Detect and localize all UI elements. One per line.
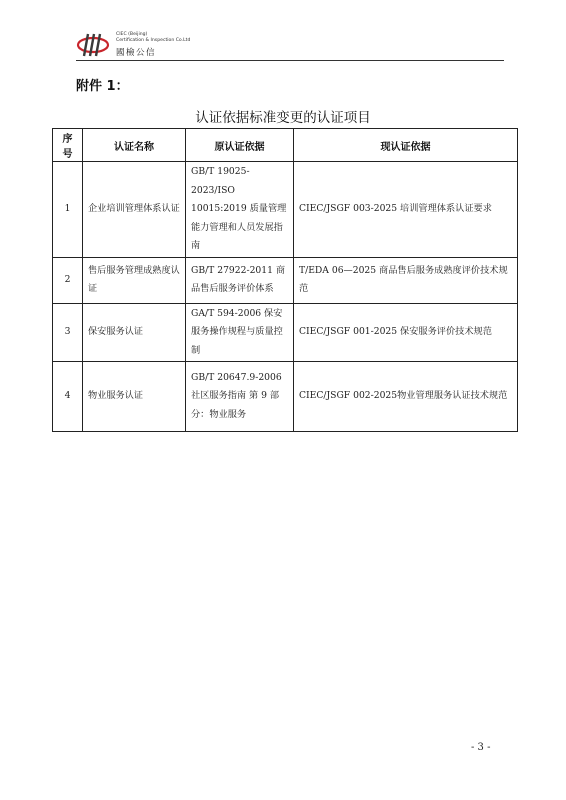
column-header-new-basis: 现认证依据 <box>294 129 518 162</box>
cell-old-basis: GB/T 20647.9-2006 社区服务指南 第 9 部分：物业服务 <box>186 362 294 432</box>
page-header <box>76 30 506 60</box>
cell-no: 1 <box>53 162 83 258</box>
attachment-label: 附件 1： <box>76 79 129 94</box>
column-header-no: 序号 <box>53 129 83 162</box>
document-title: 认证依据标准变更的认证项目 <box>195 110 371 126</box>
page-number: - 3 - <box>471 742 491 753</box>
certification-table <box>52 128 518 432</box>
cell-old-basis: GB/T 19025-2023/ISO 10015:2019 质量管理 能力管理和人员发展指南 <box>186 162 294 258</box>
cell-no: 2 <box>53 257 83 303</box>
cell-new-basis: CIEC/JSGF 003-2025 培训管理体系认证要求 <box>294 162 518 258</box>
table-row <box>53 362 518 432</box>
table-row <box>53 162 518 258</box>
cell-name: 物业服务认证 <box>83 362 186 432</box>
cell-new-basis: CIEC/JSGF 001-2025 保安服务评价技术规范 <box>294 303 518 362</box>
table-row <box>53 257 518 303</box>
cell-old-basis: GB/T 27922-2011 商品售后服务评价体系 <box>186 257 294 303</box>
cell-no: 4 <box>53 362 83 432</box>
cell-name: 保安服务认证 <box>83 303 186 362</box>
cell-old-basis: GA/T 594-2006 保安服务操作规程与质量控制 <box>186 303 294 362</box>
table-row <box>53 303 518 362</box>
company-logo-icon <box>76 30 116 58</box>
column-header-old-basis: 原认证依据 <box>186 129 294 162</box>
cell-name: 售后服务管理成熟度认证 <box>83 257 186 303</box>
cell-no: 3 <box>53 303 83 362</box>
column-header-name: 认证名称 <box>83 129 186 162</box>
logo-english-line-2: Certification & Inspection Co.Ltd <box>116 38 191 43</box>
cell-name: 企业培训管理体系认证 <box>83 162 186 258</box>
logo-english-text <box>116 32 190 44</box>
table-header-row <box>53 129 518 162</box>
header-divider <box>76 60 504 61</box>
logo-english-line-1: CIEC (Beijing) <box>116 32 148 37</box>
logo-chinese-text: 國檢公信 <box>116 48 157 58</box>
cell-new-basis: T/EDA 06—2025 商品售后服务成熟度评价技术规范 <box>294 257 518 303</box>
cell-new-basis: CIEC/JSGF 002-2025物业管理服务认证技术规范 <box>294 362 518 432</box>
